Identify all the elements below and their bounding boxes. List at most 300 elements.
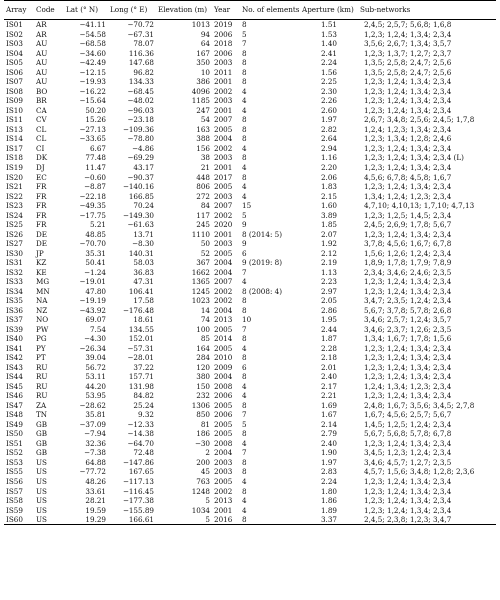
cell-subnetworks: 1,2,3; 1,2,4; 1,3,4; 2,3,4 — [364, 505, 452, 515]
cell-code: GB — [36, 429, 48, 439]
cell-lat: 19.59 — [85, 505, 106, 515]
cell-lat: 53.95 — [85, 391, 106, 401]
cell-aperture: 1.53 — [320, 29, 337, 39]
cell-array: IS41 — [6, 343, 23, 353]
cell-year: 2001 — [214, 77, 233, 87]
cell-code: CV — [36, 115, 47, 125]
cell-elements: 8 — [242, 372, 247, 382]
table-row — [4, 163, 496, 173]
cell-aperture: 1.89 — [320, 505, 337, 515]
cell-year: 2002 — [214, 296, 233, 306]
cell-aperture: 2.30 — [320, 86, 337, 96]
cell-elements: 8 — [242, 400, 247, 410]
col-header-lat: Lat (° N) — [64, 1, 108, 20]
cell-code: US — [36, 486, 47, 496]
cell-subnetworks: 1,2,3; 1,2,4; 1,3,4; 2,3,4 — [364, 143, 452, 153]
table-row — [4, 344, 496, 354]
cell-elements: 15 — [242, 201, 252, 211]
cell-subnetworks: 3,4,6; 4,5,7; 1,2,7; 2,3,5 — [364, 457, 452, 467]
cell-long: 43.17 — [133, 162, 154, 172]
cell-code: PG — [36, 334, 47, 344]
cell-aperture: 2.07 — [320, 229, 337, 239]
cell-aperture: 2.01 — [320, 362, 337, 372]
cell-lat: −19.19 — [79, 296, 106, 306]
cell-array: IS02 — [6, 29, 23, 39]
cell-array: IS19 — [6, 162, 23, 172]
cell-long: 134.33 — [128, 77, 154, 87]
cell-elevation: 54 — [200, 115, 210, 125]
cell-long: 37.22 — [133, 362, 154, 372]
cell-year: 2005 — [214, 477, 233, 486]
cell-aperture: 2.94 — [320, 143, 337, 153]
cell-array: IS36 — [6, 305, 23, 315]
cell-array: IS14 — [6, 134, 23, 144]
cell-subnetworks: 3,4,5; 1,2,3; 1,2,4; 2,3,4 — [364, 448, 452, 458]
cell-aperture: 1.40 — [320, 39, 337, 49]
table-row — [4, 172, 496, 182]
cell-aperture: 2.20 — [320, 162, 337, 172]
cell-elements: 8 — [242, 296, 247, 306]
cell-array: IS26 — [6, 229, 23, 239]
cell-year: 2003 — [214, 153, 233, 163]
table-row — [4, 87, 496, 97]
cell-subnetworks: 1,5,6; 1,2,6; 1,2,4; 2,3,4 — [364, 248, 452, 258]
cell-elevation: 1365 — [191, 277, 210, 287]
cell-code: DE — [36, 229, 48, 239]
cell-elements: 5 — [242, 29, 247, 39]
table-row — [4, 448, 496, 458]
cell-long: −57.31 — [127, 343, 154, 353]
cell-array: IS37 — [6, 315, 23, 325]
cell-elevation: 245 — [196, 220, 210, 230]
cell-elevation: 350 — [196, 58, 210, 68]
cell-aperture: 2.06 — [320, 172, 337, 182]
cell-lat: 39.04 — [85, 353, 106, 363]
table-row — [4, 248, 496, 258]
cell-code: GB — [36, 419, 48, 429]
cell-elements: 8 — [242, 58, 247, 68]
cell-long: −8.30 — [131, 239, 154, 249]
cell-aperture: 1.80 — [320, 486, 337, 496]
cell-elevation: 386 — [196, 77, 210, 87]
cell-elevation: 2 — [205, 448, 210, 458]
cell-lat: 64.88 — [85, 457, 106, 467]
cell-lat: −37.09 — [79, 419, 106, 429]
cell-lat: 44.20 — [85, 381, 106, 391]
cell-lat: 11.47 — [85, 162, 106, 172]
table-row — [4, 334, 496, 344]
cell-code: DE — [36, 239, 48, 249]
cell-elevation: 94 — [200, 29, 210, 39]
cell-subnetworks: 4,7,10; 4,10,13; 1,7,10; 4,7,13 — [364, 201, 475, 211]
cell-elevation: 380 — [196, 372, 210, 382]
cell-year: 2003 — [214, 457, 233, 467]
cell-elevation: 284 — [196, 353, 210, 363]
cell-lat: 28.21 — [85, 496, 106, 506]
cell-array: IS50 — [6, 429, 23, 439]
cell-code: FR — [36, 210, 47, 220]
cell-elevation: 232 — [196, 391, 210, 401]
cell-elevation: −30 — [194, 438, 210, 448]
cell-subnetworks: 1,2,3; 1,2,4; 1,3,4; 2,3,4 — [364, 29, 452, 39]
cell-array: IS03 — [6, 39, 23, 49]
cell-elements: 8 — [242, 48, 247, 58]
cell-array: IS04 — [6, 48, 23, 58]
cell-elements: 7 — [242, 267, 247, 277]
cell-elevation: 21 — [200, 162, 210, 172]
cell-subnetworks: 1,2,3; 1,2,4; 1,3,4; 2,3,4 — [364, 362, 452, 372]
cell-subnetworks: 2,4,5; 2,6,9; 1,7,8; 5,6,7 — [364, 220, 452, 230]
cell-year: 2006 — [214, 391, 233, 401]
cell-subnetworks: 1,2,3; 1,2,4; 1,3,4; 2,3,4 — [364, 277, 452, 287]
cell-subnetworks: 3,4,6; 2,3,7; 1,2,6; 2,3,5 — [364, 324, 452, 334]
cell-code: FR — [36, 201, 47, 211]
cell-lat: −70.70 — [79, 239, 106, 249]
cell-lat: 56.72 — [85, 362, 106, 372]
cell-elevation: 1248 — [191, 486, 210, 496]
table-header — [4, 1, 496, 20]
cell-lat: −42.49 — [79, 58, 106, 68]
cell-array: IS56 — [6, 477, 23, 486]
cell-code: PY — [36, 343, 46, 353]
cell-elevation: 10 — [200, 67, 210, 77]
cell-subnetworks: 1,2,3; 1,3,4; 1,2,8; 2,4,6 — [364, 134, 452, 144]
cell-aperture: 1.85 — [320, 220, 337, 230]
table-row — [4, 229, 496, 239]
table-row — [4, 505, 496, 515]
cell-subnetworks: 1,2,3; 1,2,4; 1,3,4; 2,3,4 — [364, 353, 452, 363]
cell-long: 47.31 — [133, 277, 154, 287]
table-row — [4, 20, 496, 30]
cell-subnetworks: 3,4,6; 2,5,7; 1,2,4; 3,5,7 — [364, 315, 452, 325]
cell-code: EC — [36, 172, 47, 182]
cell-array: IS06 — [6, 67, 23, 77]
cell-elevation: 388 — [196, 134, 210, 144]
cell-year: 2013 — [214, 315, 233, 325]
cell-lat: 69.07 — [85, 315, 106, 325]
table-row — [4, 134, 496, 144]
cell-array: IS09 — [6, 96, 23, 106]
col-header-elevation: Elevation (m) — [156, 1, 212, 20]
cell-year: 2008 — [214, 381, 233, 391]
cell-elements: 8 — [242, 153, 247, 163]
cell-subnetworks: 1,2,3; 1,2,4; 1,3,4; 2,3,4 — [364, 496, 452, 506]
cell-year: 2005 — [214, 182, 233, 192]
cell-aperture: 1.97 — [320, 457, 337, 467]
col-header-array: Array — [4, 1, 34, 20]
col-header-subnetworks: Sub-networks — [358, 1, 496, 20]
cell-code: RU — [36, 372, 48, 382]
cell-lat: −0.60 — [83, 172, 106, 182]
cell-elevation: 1013 — [191, 20, 210, 30]
cell-aperture: 2.14 — [320, 419, 337, 429]
cell-array: IS51 — [6, 438, 23, 448]
cell-year: 2016 — [212, 515, 240, 525]
cell-long: −28.01 — [127, 353, 154, 363]
cell-subnetworks: 1,3,5; 2,5,8; 2,4,7; 2,5,6 — [364, 67, 452, 77]
table-row — [4, 191, 496, 201]
cell-array: IS46 — [6, 391, 23, 401]
cell-lat: 6.67 — [89, 143, 106, 153]
cell-array: IS43 — [6, 362, 23, 372]
cell-aperture: 1.67 — [320, 410, 337, 420]
cell-lat: 32.36 — [85, 438, 106, 448]
cell-long: 70.24 — [133, 201, 154, 211]
cell-subnetworks: 1,2,3; 1,2,4; 1,3,4; 2,3,4 — [364, 77, 452, 87]
cell-elements: 4 — [242, 343, 247, 353]
cell-long: −149.30 — [122, 210, 154, 220]
cell-long: 58.03 — [133, 258, 154, 268]
cell-aperture: 2.97 — [320, 286, 337, 296]
cell-subnetworks: 1,2,4; 1,2,3; 1,3,4; 2,3,4 — [364, 124, 452, 134]
cell-aperture: 1.51 — [320, 20, 337, 30]
cell-subnetworks: 1,8,9; 1,7,8; 1,7,9; 7,8,9 — [364, 258, 452, 268]
cell-year: 2001 — [214, 505, 233, 515]
cell-aperture: 2.18 — [320, 353, 337, 363]
cell-code: BO — [36, 86, 48, 96]
cell-lat: −33.65 — [79, 134, 106, 144]
table-row — [4, 467, 496, 477]
cell-year: 2005 — [214, 343, 233, 353]
cell-elements: 8 (2014: 5) — [242, 229, 283, 239]
cell-elevation: 1034 — [191, 505, 210, 515]
cell-array: IS55 — [6, 467, 23, 477]
table-row — [4, 325, 496, 335]
cell-code: FR — [36, 191, 47, 201]
cell-long: −48.02 — [127, 96, 154, 106]
cell-long: 152.01 — [128, 334, 154, 344]
cell-long: 140.31 — [128, 248, 154, 258]
cell-aperture: 2.44 — [320, 324, 337, 334]
cell-array: IS59 — [6, 505, 23, 515]
cell-code: FR — [36, 182, 47, 192]
cell-array: IS13 — [6, 124, 23, 134]
cell-aperture: 1.95 — [320, 315, 337, 325]
cell-long: −96.03 — [127, 105, 154, 115]
cell-lat: 47.80 — [85, 286, 106, 296]
cell-long: −78.80 — [127, 134, 154, 144]
cell-subnetworks: 1,3,5; 2,5,8; 2,4,7; 2,5,6 — [364, 58, 452, 68]
cell-aperture: 1.92 — [320, 239, 337, 249]
cell-year: 2002 — [214, 86, 233, 96]
cell-elevation: 64 — [200, 39, 210, 49]
cell-code: GB — [36, 438, 48, 448]
cell-elements: 8 — [242, 429, 247, 439]
table-row — [4, 429, 496, 439]
cell-subnetworks: 1,3,4; 1,6,7; 1,7,8; 1,5,6 — [364, 334, 452, 344]
cell-subnetworks: 1,2,3; 1,2,4; 1,3,4; 2,3,4 — [364, 343, 452, 353]
cell-elements: 8 — [242, 134, 247, 144]
cell-year: 2002 — [214, 286, 233, 296]
cell-array: IS20 — [6, 172, 23, 182]
cell-elements: 4 — [242, 96, 247, 106]
cell-lat: −43.92 — [79, 305, 106, 315]
cell-lat: −41.11 — [79, 20, 106, 30]
table-row — [4, 153, 496, 163]
cell-elevation: 50 — [200, 239, 210, 249]
cell-elevation: 52 — [200, 248, 210, 258]
table-row — [4, 30, 496, 40]
cell-long: 84.82 — [133, 391, 154, 401]
cell-long: 9.32 — [137, 410, 154, 420]
cell-long: 78.07 — [133, 39, 154, 49]
cell-lat: −34.60 — [79, 48, 106, 58]
cell-array: IS18 — [6, 153, 23, 163]
cell-subnetworks: 1,2,3; 1,2,4; 1,3,4; 2,3,4 — [364, 286, 452, 296]
cell-code: US — [36, 477, 47, 486]
cell-long: −109.36 — [122, 124, 154, 134]
cell-long: −64.70 — [127, 438, 154, 448]
cell-subnetworks: 1,2,3; 1,2,4; 1,3,4; 2,3,4 — [364, 162, 452, 172]
cell-array: IS10 — [6, 105, 23, 115]
cell-subnetworks: 2,4,8; 1,6,7; 3,5,6; 3,4,5; 2,7,8 — [364, 400, 475, 410]
cell-array: IS08 — [6, 86, 23, 96]
cell-elements: 4 — [242, 143, 247, 153]
cell-array: IS57 — [6, 486, 23, 496]
cell-lat: 7.54 — [89, 324, 106, 334]
cell-code: AR — [36, 20, 47, 30]
table-row — [4, 410, 496, 420]
cell-lat: 33.61 — [85, 486, 106, 496]
cell-lat: −26.34 — [79, 343, 106, 353]
cell-elements: 8 — [242, 457, 247, 467]
cell-year: 2003 — [214, 191, 233, 201]
cell-long: 166.61 — [108, 515, 156, 525]
cell-lat: −77.72 — [79, 467, 106, 477]
cell-long: −23.18 — [127, 115, 154, 125]
cell-year: 2004 — [214, 372, 233, 382]
cell-subnetworks: 1,2,3; 1,3,7; 1,2,7; 2,3,7 — [364, 48, 452, 58]
cell-elevation: 1306 — [191, 400, 210, 410]
cell-elements: 8 — [242, 467, 247, 477]
cell-subnetworks: 1,2,3; 1,2,5; 1,4,5; 2,3,4 — [364, 210, 452, 220]
table-row — [4, 267, 496, 277]
cell-code: AU — [36, 58, 48, 68]
cell-code: MG — [36, 277, 50, 287]
cell-elevation: 272 — [196, 191, 210, 201]
cell-elements: 8 — [242, 77, 247, 87]
cell-code: JP — [36, 248, 44, 258]
cell-lat: 50.41 — [85, 258, 106, 268]
table-row — [4, 296, 496, 306]
cell-elements: 9 — [242, 220, 247, 230]
col-header-year: Year — [212, 1, 240, 20]
cell-long: 36.83 — [133, 267, 154, 277]
cell-elements: 8 — [242, 172, 247, 182]
header-row — [4, 1, 496, 20]
cell-elements: 8 — [242, 115, 247, 125]
cell-lat: −12.15 — [79, 67, 106, 77]
cell-code: AR — [36, 29, 47, 39]
cell-elevation: 1185 — [191, 96, 210, 106]
cell-elements: 7 — [242, 448, 247, 458]
cell-elements: 4 — [242, 277, 247, 287]
table-row — [4, 286, 496, 296]
cell-aperture: 2.05 — [320, 296, 337, 306]
cell-code: AU — [36, 48, 48, 58]
cell-elevation: 85 — [200, 334, 210, 344]
cell-subnetworks: 1,2,3; 1,2,4; 1,3,4; 2,3,4 — [364, 229, 452, 239]
cell-aperture: 3.37 — [300, 515, 358, 525]
cell-year: 2003 — [214, 58, 233, 68]
cell-year: 2002 — [214, 143, 233, 153]
cell-long: 167.65 — [128, 467, 154, 477]
cell-lat: −27.13 — [79, 124, 106, 134]
cell-code: ZA — [36, 400, 47, 410]
cell-year: 2011 — [214, 67, 233, 77]
cell-aperture: 1.60 — [320, 201, 337, 211]
cell-elevation: 38 — [200, 153, 210, 163]
cell-array: IS07 — [6, 77, 23, 87]
table-row — [4, 106, 496, 116]
cell-elements: 4 — [242, 505, 247, 515]
cell-code: NO — [36, 315, 49, 325]
cell-subnetworks: 4,5,7; 1,5,6; 3,4,8; 1,2,8; 2,3,6 — [364, 467, 475, 477]
cell-aperture: 2.21 — [320, 391, 337, 401]
cell-year: 2005 — [214, 429, 233, 439]
cell-year: 2010 — [214, 353, 233, 363]
cell-year: 2009 — [214, 362, 233, 372]
cell-array: IS31 — [6, 258, 23, 268]
cell-array: IS22 — [6, 191, 23, 201]
cell-lat: −68.58 — [79, 39, 106, 49]
cell-subnetworks: 1,2,3; 1,2,4; 1,3,4; 2,3,4 — [364, 86, 452, 96]
table-row — [4, 68, 496, 78]
cell-year: 2004 — [214, 448, 233, 458]
cell-lat: −54.58 — [79, 29, 106, 39]
cell-lat: 48.26 — [85, 477, 106, 486]
cell-subnetworks: 5,6,7; 3,7,8; 5,7,8; 2,6,8 — [364, 305, 452, 315]
cell-year: 2014 — [214, 334, 233, 344]
cell-array: IS58 — [6, 496, 23, 506]
cell-long: −177.38 — [122, 496, 154, 506]
table-row — [4, 391, 496, 401]
cell-long: 96.82 — [133, 67, 154, 77]
cell-code: DK — [36, 153, 48, 163]
cell-lat: 53.11 — [85, 372, 106, 382]
cell-long: −70.72 — [127, 20, 154, 30]
cell-year: 2002 — [214, 486, 233, 496]
cell-elevation: 200 — [196, 457, 210, 467]
table-row — [4, 77, 496, 87]
cell-subnetworks: 1,2,3; 1,2,4; 1,3,4; 2,3,4 — [364, 372, 452, 382]
table-row — [4, 58, 496, 68]
cell-elevation: 763 — [196, 477, 210, 486]
cell-code: KE — [36, 267, 47, 277]
cell-year: 2020 — [214, 220, 233, 230]
table-row — [4, 439, 496, 449]
cell-lat: 19.29 — [64, 515, 108, 525]
cell-elements: 5 — [242, 419, 247, 429]
cell-elements: 6 — [242, 248, 247, 258]
cell-elements: 4 — [242, 86, 247, 96]
cell-elements: 4 — [242, 381, 247, 391]
cell-elements: 8 (2008: 4) — [242, 286, 283, 296]
cell-subnetworks: 4,5,6; 6,7,8; 4,5,8; 1,6,7 — [364, 172, 452, 182]
cell-lat: 35.31 — [85, 248, 106, 258]
cell-subnetworks: 1,2,4; 1,3,4; 1,2,3; 2,3,4 — [364, 381, 452, 391]
cell-aperture: 1.16 — [320, 153, 337, 163]
cell-lat: −17.75 — [79, 210, 106, 220]
cell-subnetworks: 1,2,3; 1,2,4; 1,3,4; 2,3,4 — [364, 391, 452, 401]
cell-long: −147.86 — [122, 457, 154, 467]
cell-code: CI — [36, 143, 45, 153]
cell-long: 116.36 — [128, 48, 154, 58]
cell-elevation: 100 — [196, 324, 210, 334]
cell-year: 2005 — [214, 324, 233, 334]
table-row — [4, 486, 496, 496]
cell-aperture: 2.40 — [320, 438, 337, 448]
